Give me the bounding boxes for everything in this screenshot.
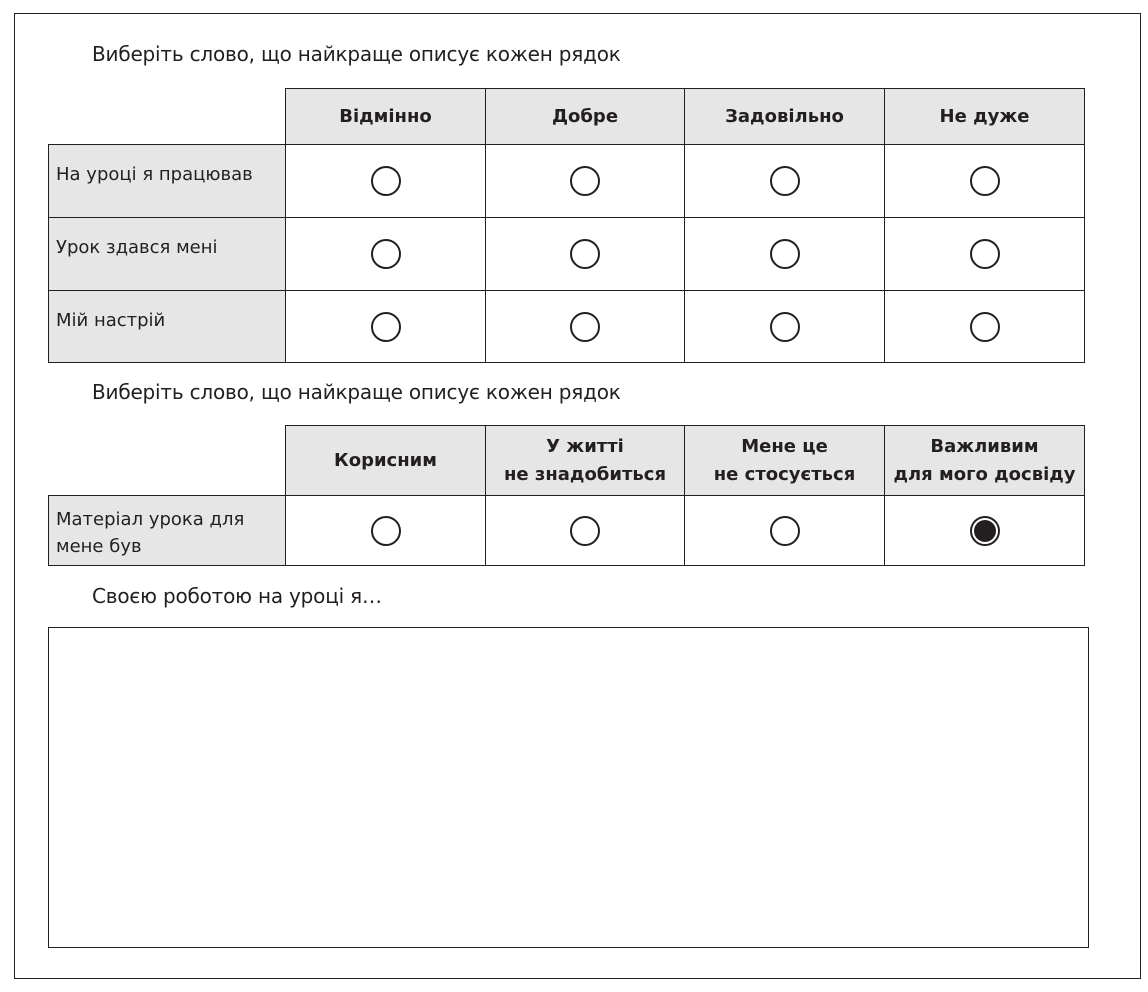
radio-worked-excellent[interactable] [371,166,401,196]
table-row [49,496,1085,566]
radio-worked-not-very[interactable] [970,166,1000,196]
column-header-not-very: Не дуже [885,89,1085,145]
column-header-satisfactory: Задовільно [685,89,885,145]
row-label-lesson-seemed: Урок здався мені [49,218,286,291]
column-header-excellent: Відмінно [286,89,486,145]
row-label-mood: Мій настрій [49,291,286,363]
radio-lesson-excellent[interactable] [371,239,401,269]
column-header-good: Добре [486,89,685,145]
column-header-useful: Корисним [286,426,486,496]
rating-table-2 [48,425,1085,566]
answer-textarea[interactable] [48,627,1089,948]
radio-worked-good[interactable] [570,166,600,196]
radio-mood-satisfactory[interactable] [770,312,800,342]
radio-material-not-needed[interactable] [570,516,600,546]
column-header-not-relevant: Мене це не стосується [685,426,885,496]
section2-prompt: Виберіть слово, що найкраще описує кожен рядок [92,380,621,404]
row-label-material: Матеріал урока для мене був [49,496,286,566]
column-header-important-for-experience: Важливим для мого досвіду [885,426,1085,496]
row-label-worked: На уроці я працював [49,145,286,218]
radio-mood-excellent[interactable] [371,312,401,342]
radio-lesson-good[interactable] [570,239,600,269]
rating-table-1 [48,88,1085,363]
radio-worked-satisfactory[interactable] [770,166,800,196]
table-row [49,291,1085,363]
radio-material-important[interactable] [970,516,1000,546]
table-row [49,218,1085,291]
section1-prompt: Виберіть слово, що найкраще описує кожен рядок [92,42,621,66]
radio-mood-not-very[interactable] [970,312,1000,342]
table-corner [49,89,286,145]
column-header-not-needed-in-life: У житті не знадобиться [486,426,685,496]
radio-material-useful[interactable] [371,516,401,546]
table-corner [49,426,286,496]
radio-material-not-relevant[interactable] [770,516,800,546]
radio-lesson-not-very[interactable] [970,239,1000,269]
radio-lesson-satisfactory[interactable] [770,239,800,269]
table-row [49,145,1085,218]
radio-mood-good[interactable] [570,312,600,342]
section3-prompt: Своєю роботою на уроці я… [92,584,382,608]
